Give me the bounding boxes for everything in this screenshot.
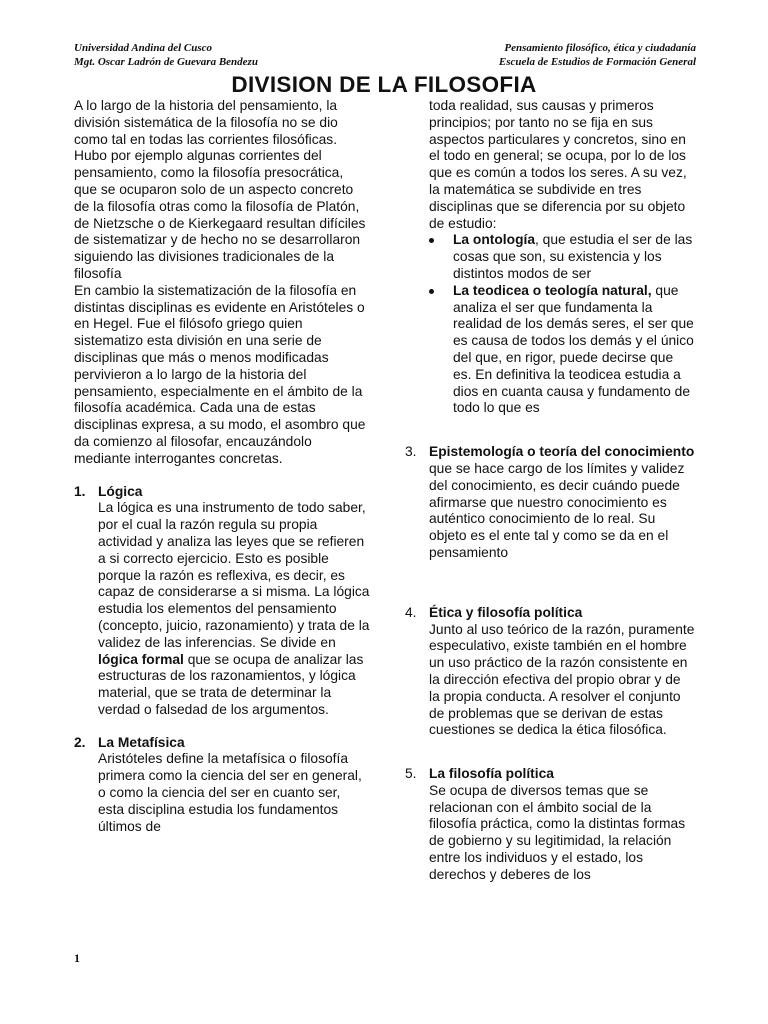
header-university: Universidad Andina del Cusco	[74, 42, 213, 54]
section-logica	[74, 484, 370, 719]
list-item: La ontología, que estudia el ser de las cosas que son, su existencia y los distintos modos de ser	[405, 232, 695, 282]
section-number: 1.	[74, 483, 86, 499]
section-heading: La filosofía política	[429, 766, 554, 782]
header-course: Pensamiento filosófico, ética y ciudadanía	[504, 42, 696, 54]
section-body: Se ocupa de diversos temas que se relacionan con el ámbito social de la filosofía práctica, como la distintas formas de gobierno y su legitimidad, la relación entre los individuos y el estado, los derechos y deberes de los	[429, 782, 686, 882]
section-body: Aristóteles define la metafísica o filosofía primera como la ciencia del ser en general, o como la ciencia del ser en cuanto ser, esta disciplina estudia los fundamentos últimos de	[98, 751, 362, 834]
section-etica	[405, 605, 695, 739]
section-heading: Ética y filosofía política	[429, 604, 583, 620]
bullet-icon	[429, 289, 434, 294]
section-body: La lógica es una instrumento de todo saber, por el cual la razón regula su propia actividad y analiza las leyes que se refieren a si correcto ejercicio. Esto es posible porque la razón es reflexiva, es decir, es capaz de considerarse a si misma. La lógica estudia los elementos del pensamiento (concepto, juicio, razonamiento) y trata de la validez de las inferencias. Se divide en lógica formal que se ocupa de analizar las estructuras de los razonamientos, y lógica material, que se trata de determinar la verdad o falsedad de los argumentos.	[98, 500, 370, 717]
header-author: Mgt. Oscar Ladrón de Guevara Bendezu	[74, 56, 258, 68]
left-column	[74, 98, 370, 835]
metafisica-subdisciplines	[405, 232, 695, 417]
header-right	[499, 41, 696, 69]
section-heading: Lógica	[98, 483, 143, 499]
section-epistemologia	[405, 444, 695, 562]
section-politica	[405, 766, 695, 884]
section-body: Junto al uso teórico de la razón, puramente especulativo, existe también en el hombre un uso práctico de la razón consistente en la dirección efectiva del propio obrar y de la propia conducta. A resolver el conjunto de problemas que se derivan de estas cuestiones se dedica la ética filosófica.	[429, 621, 695, 738]
page-number: 1	[74, 951, 80, 965]
bullet-icon	[429, 238, 434, 243]
section-metafisica	[74, 735, 370, 836]
intro-paragraph-2: En cambio la sistematización de la filosofía en distintas disciplinas es evidente en Aristóteles o en Hegel. Fue el filósofo griego quien sistematizo esta división en una serie de disciplinas que más o menos modificadas pervivieron a lo largo de la historia del pensamiento, especialmente en el ámbito de la filosofía académica. Cada una de estas disciplinas expresa, a su modo, el asombro que da comienzo al filosofar, encauzándolo mediante interrogantes concretas.	[74, 282, 366, 466]
bold-term: lógica formal	[98, 651, 184, 667]
header-school: Escuela de Estudios de Formación General	[498, 56, 696, 68]
section-number: 4.	[405, 604, 417, 620]
section-number: 3.	[405, 444, 417, 460]
page-title: DIVISION DE LA FILOSOFIA	[231, 72, 537, 97]
section-heading: La Metafísica	[98, 734, 185, 750]
header-left	[74, 41, 258, 69]
right-column	[405, 98, 695, 884]
section-number: 5.	[405, 766, 417, 782]
intro-paragraph-1: A lo largo de la historia del pensamiento, la división sistemática de la filosofía no se dio como tal en todas las corrientes filosóficas. Hubo por ejemplo algunas corrientes del pensamiento, como la filosofía presocrática, que se ocuparon solo de un aspecto concreto de la filosofía otras como la filosofía de Platón, de Nietzsche o de Kierkegaard resultan difíciles de sistematizar y de hecho no se desarrollaron siguiendo las divisiones tradicionales de la filosofía	[74, 98, 366, 281]
metafisica-continuation: toda realidad, sus causas y primeros principios; por tanto no se fija en sus aspectos particulares y concretos, sino en el todo en general; se ocupa, por lo de los que es común a todos los seres. A su vez, la matemática se subdivide en tres disciplinas que se diferencia por su objeto de estudio:	[429, 98, 687, 231]
section-number: 2.	[74, 734, 86, 750]
list-item: La teodicea o teología natural, que analiza el ser que fundamenta la realidad de los demás seres, el ser que es causa de todos los demás y el único del que, en rigor, puede decirse que es. En definitiva la teodicea estudia a dios en cuanta causa y fundamento de todo lo que es	[405, 283, 695, 417]
section-body: Epistemología o teoría del conocimiento que se hace cargo de los límites y validez del conocimiento, es decir cuándo puede afirmarse que nuestro conocimiento es auténtico conocimiento de lo real. Su objeto es el ente tal y como se da en el pensamiento	[429, 444, 695, 560]
section-heading: Epistemología o teoría del conocimiento	[429, 444, 695, 460]
